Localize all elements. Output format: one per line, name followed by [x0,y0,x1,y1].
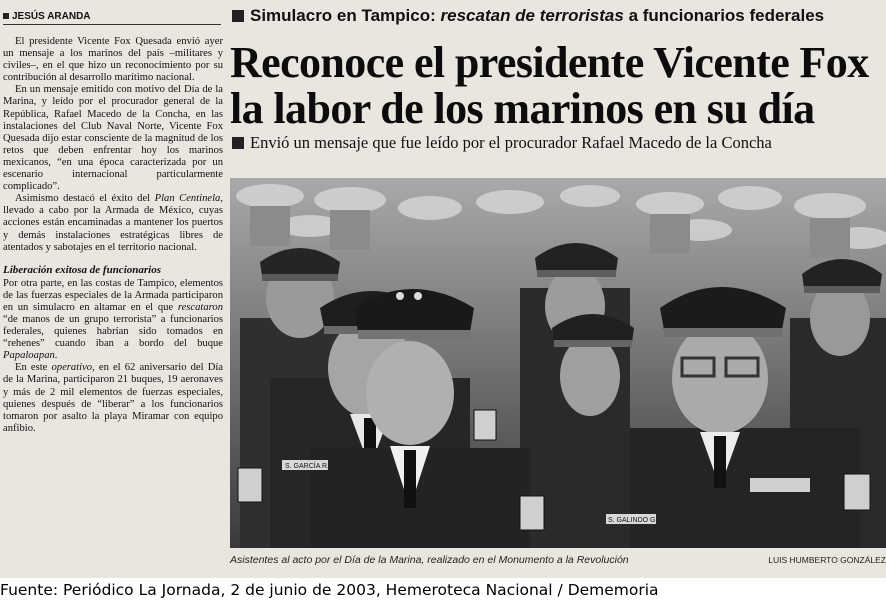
text-run: Papaloapan [3,350,55,362]
deck-marker-icon [232,137,244,149]
naval-officers-photo [230,178,886,548]
text-run: En este [15,362,52,374]
text-run: a funcionarios federales [623,6,825,25]
text-run: Liberación [3,263,53,276]
paragraph [3,362,223,435]
kicker [232,6,882,26]
caption-text: Asistentes al acto por el Día de la Marina, realizado en el Monumento a la Revolución [230,554,629,566]
text-run: , llevado a cabo por la Armada de México, cuyas acciones están encaminadas a mantener los puertos y demás instalaciones estratégicas libres de atentados y sabotajes en el territorio nacional. [3,193,223,253]
text-run: , en el 62 aniversario del Día de la Marina, participaron 21 buques, 19 aeronaves y más de 2 mil elementos de fuerzas especiales, quienes después de “liberar” a los funcionarios tomaron por asalto la playa Miramar con equipo anfibio. [3,362,223,434]
deck-text: Envió un mensaje que fue leído por el procurador Rafael Macedo de la Concha [250,133,772,152]
photo-caption [230,552,886,572]
text-run: exitosa de funcionarios [52,263,161,276]
headline-line: la labor de los marinos en su día [230,84,815,133]
byline-text: JESÚS ARANDA [12,11,91,22]
text-run: rescatan de terroristas [440,6,624,25]
text-run: rescataron [177,301,223,313]
article-body [3,36,223,435]
byline [3,11,221,25]
text-run: Por otra parte, en las costas de Tampico, elementos de las fuerzas especiales de la Armada participaron en un simulacro en altamar en el que [3,277,223,313]
news-photo [230,178,886,548]
nametag-1-text: S. GARCÍA R. [285,463,329,470]
text-run: Plan Centinela [154,193,221,205]
nametag-2-text: S. GALINDO G. [608,517,658,524]
deck [232,133,882,153]
text-run: Asimismo destacó el éxito del [15,193,155,205]
source-attribution: Fuente: Periódico La Jornada, 2 de junio de 2003, Hemeroteca Nacional / Dememoria [0,581,659,599]
kicker-marker-icon [232,10,244,22]
paragraph: El presidente Vicente Fox Quesada envió ayer un mensaje a los marinos del país –militares y civiles–, en el que hizo un reconocimiento por su contribución al desarrollo marítimo nacional. [3,36,223,84]
paragraph [3,193,223,253]
text-run: . [54,350,58,362]
headline [230,40,886,132]
text-run: Simulacro en Tampico: [250,6,441,25]
headline-line: Reconoce el presidente Vicente Fox [230,38,869,87]
subheading [3,264,223,277]
byline-marker-icon [3,13,9,19]
text-run: operativo [51,362,93,374]
text-run: “de manos de un grupo terrorista” a funcionarios federales, quienes habrían sido tomados en “rehenes” cuando iban a bordo del buque [3,313,223,350]
paragraph [3,278,223,363]
photo-credit: LUIS HUMBERTO GONZÁLEZ [768,555,886,565]
paragraph: En un mensaje emitido con motivo del Día de la Marina, y leído por el procurador general de la República, Rafael Macedo de la Concha, en las instalaciones del Club Naval Norte, Vicente Fox Quesada dijo estar consciente de la magnitud de los retos que deben enfrentar hoy los marinos mexicanos, “en una época caracterizada por un escenario internacional particularmente complicado”. [3,84,223,193]
